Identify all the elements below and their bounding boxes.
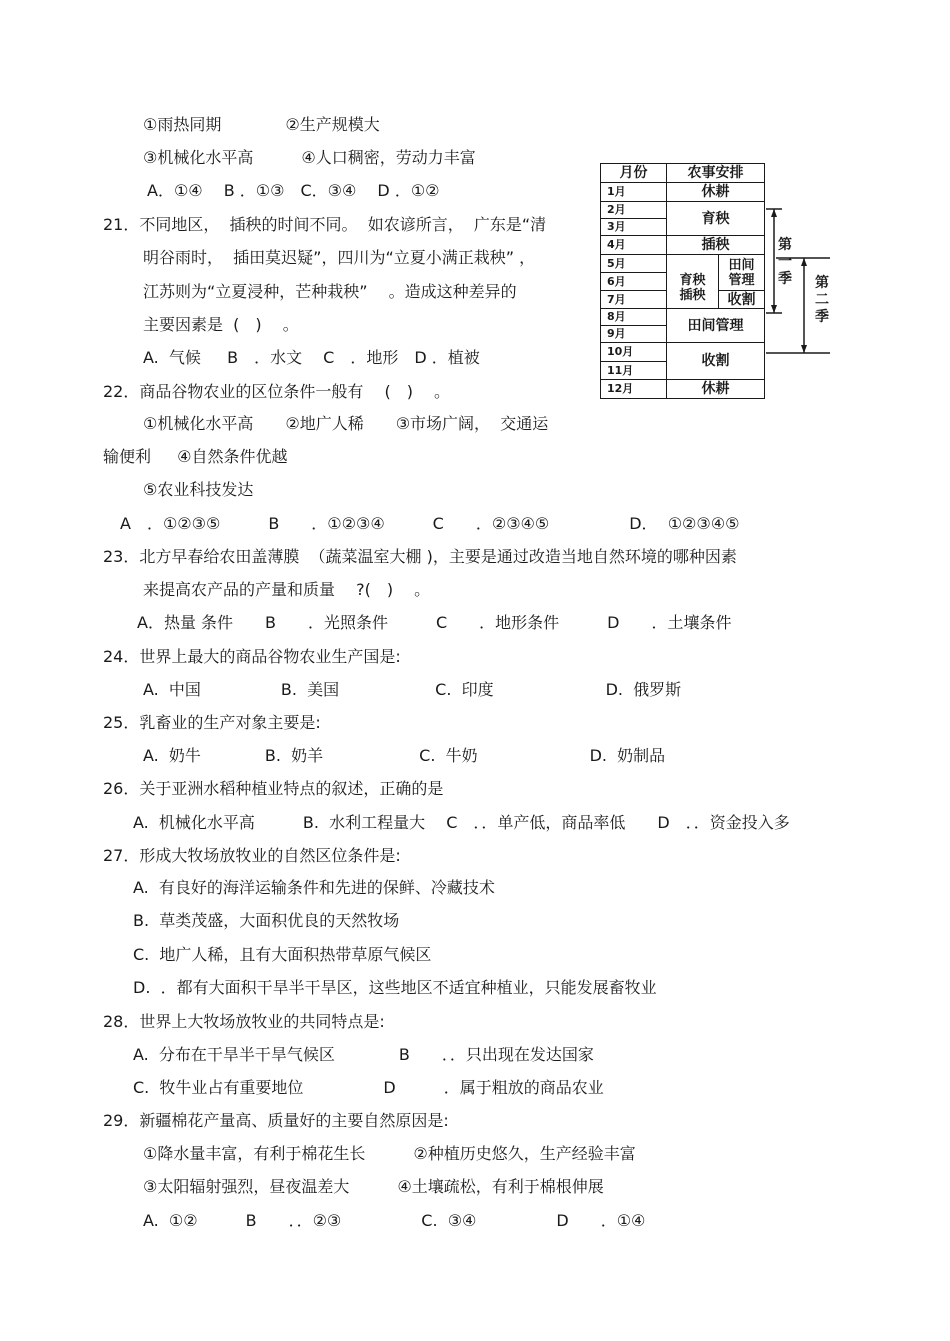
task-rest-2: 休耕 xyxy=(667,380,765,399)
q20-option-line-2: ③机械化水平高 ④人口稠密，劳动力丰富 xyxy=(143,148,476,167)
season-brackets xyxy=(600,163,833,413)
q27-option-d: D. ．都有大面积干旱半干旱区，这些地区不适宜种植业，只能发展畜牧业 xyxy=(133,978,657,997)
season-1-label xyxy=(777,237,793,288)
q28-stem: 28．世界上大牧场放牧业的共同特点是: xyxy=(103,1012,385,1031)
q29-option-line-1: ①降水量丰富，有利于棉花生长 ②种植历史悠久，生产经验丰富 xyxy=(143,1144,636,1163)
task-transplant-2: 插秧 xyxy=(679,287,706,303)
month-6: 6月 xyxy=(601,273,667,291)
header-work: 农事安排 xyxy=(667,164,765,183)
q26-answers: A. 机械化水平高 B. 水利工程量大 C ．．单产低，商品率低 D ．．资金投入多 xyxy=(133,813,790,832)
q22-stem: 22．商品谷物农业的区位条件一般有 ( ) 。 xyxy=(103,382,451,401)
q24-stem: 24．世界上最大的商品谷物农业生产国是: xyxy=(103,647,401,666)
q27-option-a: A. 有良好的海洋运输条件和先进的保鲜、冷藏技术 xyxy=(133,878,495,897)
q22-answers: A ．①②③⑤ B ．①②③④ C ．②③④⑤ D． ①②③④⑤ xyxy=(120,514,740,533)
q23-answers: A．热量 条件 B ．光照条件 C ．地形条件 D ．土壤条件 xyxy=(137,613,732,632)
q20-answers: A．①④ B ．①③ C．③④ D ．①② xyxy=(147,181,440,200)
task-nursery: 育秧 xyxy=(667,202,765,236)
month-5: 5月 xyxy=(601,255,667,273)
q28-options-cd: C. 牧牛业占有重要地位 D ．属于粗放的商品农业 xyxy=(133,1078,604,1097)
q28-options-ab: A. 分布在干旱半干旱气候区 B ．．只出现在发达国家 xyxy=(133,1045,594,1064)
q24-answers: A. 中国 B. 美国 C. 印度 D. 俄罗斯 xyxy=(143,680,682,699)
month-1: 1月 xyxy=(601,183,667,202)
season-1-char-2: 一 xyxy=(778,254,792,270)
task-field-management-2: 田间管理 xyxy=(667,309,765,343)
q21-stem-1: 21．不同地区， 插秧的时间不同。 如农谚所言， 广东是“清 xyxy=(103,215,547,234)
header-month: 月份 xyxy=(601,164,667,183)
task-harvest-2: 收割 xyxy=(667,343,765,380)
q20-option-line-1: ①雨热同期 ②生产规模大 xyxy=(143,115,380,134)
task-transplant: 插秧 xyxy=(667,236,765,255)
month-7: 7月 xyxy=(601,291,667,309)
month-8: 8月 xyxy=(601,309,667,326)
task-harvest-1: 收割 xyxy=(719,291,765,309)
month-4: 4月 xyxy=(601,236,667,255)
season-1-char-3: 季 xyxy=(778,271,792,287)
month-11: 11月 xyxy=(601,362,667,380)
q29-option-line-2: ③太阳辐射强烈，昼夜温差大 ④土壤疏松，有利于棉根伸展 xyxy=(143,1177,604,1196)
q25-stem: 25．乳畜业的生产对象主要是: xyxy=(103,713,321,732)
q26-stem: 26．关于亚洲水稻种植业特点的叙述，正确的是 xyxy=(103,779,444,798)
month-3: 3月 xyxy=(601,219,667,236)
rice-calendar-figure xyxy=(600,163,833,413)
task-field-mgmt-line1: 田间 xyxy=(728,257,755,273)
month-10: 10月 xyxy=(601,343,667,362)
task-nursery-2: 育秧 xyxy=(679,272,706,288)
q29-answers: A. ①② B ．．②③ C. ③④ D ．①④ xyxy=(143,1211,646,1230)
q21-stem-4: 主要因素是 ( ) 。 xyxy=(143,315,299,334)
q27-option-c: C. 地广人稀，且有大面积热带草原气候区 xyxy=(133,945,432,964)
month-9: 9月 xyxy=(601,326,667,343)
q21-answers: A. 气候 B ．水文 C ．地形 D ．植被 xyxy=(143,348,480,367)
season-2-char-1: 第 xyxy=(815,275,829,291)
task-rest-1: 休耕 xyxy=(667,183,765,202)
q27-stem: 27．形成大牧场放牧业的自然区位条件是: xyxy=(103,846,401,865)
season-2-char-3: 季 xyxy=(815,309,829,325)
q25-answers: A. 奶牛 B. 奶羊 C. 牛奶 D. 奶制品 xyxy=(143,746,666,765)
q23-stem-2: 来提高农产品的产量和质量 ?( ) 。 xyxy=(143,580,431,599)
q21-stem-3: 江苏则为“立夏浸种，芒种栽秧” 。造成这种差异的 xyxy=(143,282,517,301)
q23-stem-1: 23．北方早春给农田盖薄膜 （蔬菜温室大棚 )，主要是通过改造当地自然环境的哪种因素 xyxy=(103,547,737,566)
season-1-char-1: 第 xyxy=(778,237,792,253)
q29-stem: 29．新疆棉花产量高、质量好的主要自然原因是: xyxy=(103,1111,449,1130)
q21-stem-2: 明谷雨时， 插田莫迟疑”，四川为“立夏小满正栽秧” ， xyxy=(143,248,536,267)
season-2-label xyxy=(814,275,830,326)
q22-option-line-3: ⑤农业科技发达 xyxy=(143,480,254,499)
q22-option-line-1: ①机械化水平高 ②地广人稀 ③市场广阔， 交通运 xyxy=(143,414,549,433)
season-2-char-2: 二 xyxy=(815,292,829,308)
month-2: 2月 xyxy=(601,202,667,219)
month-12: 12月 xyxy=(601,380,667,399)
q22-option-line-2: 输便利 ④自然条件优越 xyxy=(103,447,288,466)
task-field-mgmt-line2: 管理 xyxy=(728,272,755,288)
q27-option-b: B. 草类茂盛，大面积优良的天然牧场 xyxy=(133,911,400,930)
